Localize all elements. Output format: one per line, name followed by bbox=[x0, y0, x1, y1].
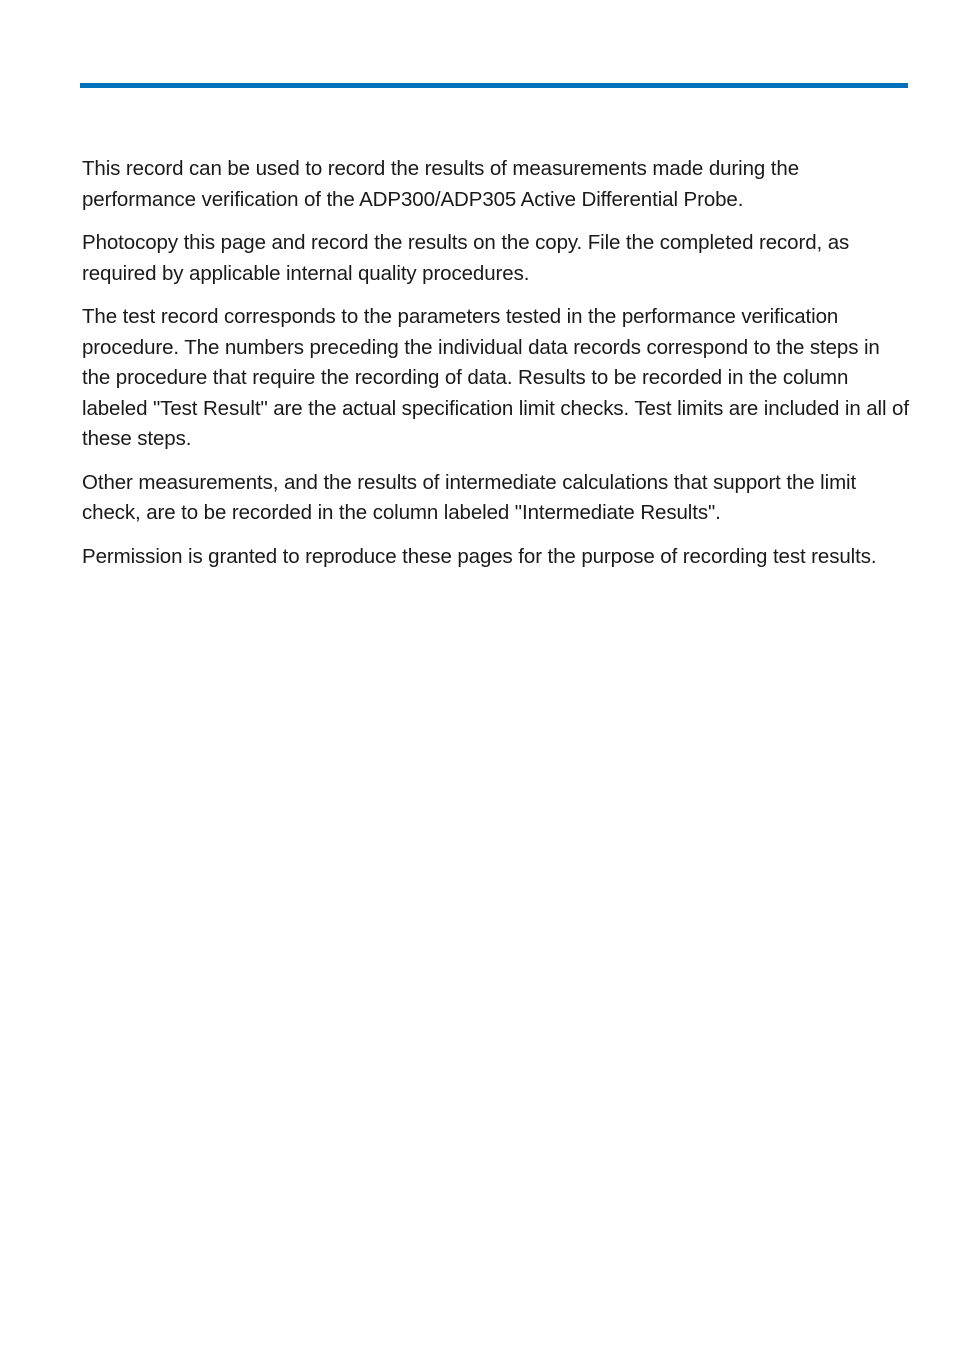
paragraph-purpose: This record can be used to record the results of measurements made during the performance verification of the ADP300/ADP305 Active Differential Probe. bbox=[82, 157, 800, 211]
paragraph-photocopy: Photocopy this page and record the results on the copy. File the completed record, as required by applicable internal quality procedures. bbox=[82, 231, 850, 285]
paragraph-intermediate: Other measurements, and the results of intermediate calculations that support the limit check, are to be recorded in the column labeled "Intermediate Results". bbox=[82, 470, 857, 524]
paragraph-permission: Permission is granted to reproduce these pages for the purpose of recording test results. bbox=[82, 544, 877, 568]
header-rule bbox=[80, 83, 908, 88]
paragraph-test-record: The test record corresponds to the parameters tested in the performance verification procedure. The numbers preceding the individual data records correspond to the steps in the procedure that require the recording of data. Results to be recorded in the column labeled "Test Result" are the actual specification limit checks. Test limits are included in all of these steps. bbox=[82, 305, 909, 450]
body-text bbox=[82, 154, 912, 585]
